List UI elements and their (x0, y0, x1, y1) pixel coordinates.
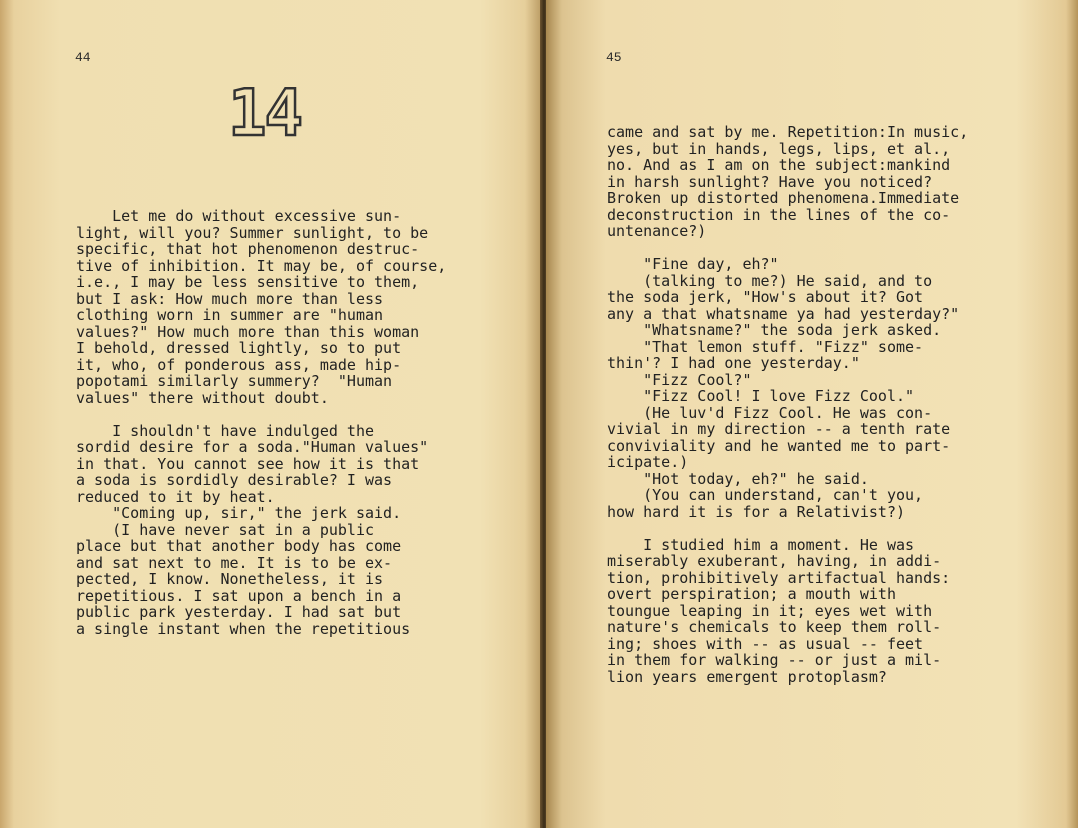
chapter-number: 14 (228, 77, 302, 151)
left-page-body: Let me do without excessive sun- light, will you? Summer sunlight, to be specific, that hot phenomenon destruc- tive of inhibition. It may be, of course, i.e., I may be less sensitive to them, but I ask: How much more than less clothing worn in summer are "human values?" How much more than this woman I behold, dressed lightly, so to put it, who, of ponderous ass, made hip- popotami similarly summery? "Human values" there without doubt. I shouldn't have indulged the sordid desire for a soda."Human values" in that. You cannot see how it is that a soda is sordidly desirable? I was reduced to it by heat. "Coming up, sir," the jerk said. (I have never sat in a public place but that another body has come and sat next to me. It is to be ex- pected, I know. Nonetheless, it is repetitious. I sat upon a bench in a public park yesterday. I had sat but a single instant when the repetitious (76, 207, 447, 638)
right-page-body: came and sat by me. Repetition:In music, yes, but in hands, legs, lips, et al., no. And as I am on the subject:mankind in harsh sunlight? Have you noticed? Broken up distorted phenomena.Immediate deconstruction in the lines of the co- untenance?) "Fine day, eh?" (talking to me?) He said, and to the soda jerk, "How's about it? Got any a that whatsname ya had yesterday?" "Whatsname?" the soda jerk asked. "That lemon stuff. "Fizz" some- thin'? I had one yesterday." "Fizz Cool?" "Fizz Cool! I love Fizz Cool." (He luv'd Fizz Cool. He was con- vivial in my direction -- a tenth rate conviviality and he wanted me to part- icipate.) "Hot today, eh?" he said. (You can understand, can't you, how hard it is for a Relativist?) I studied him a moment. He was miserably exuberant, having, in addi- tion, prohibitively artifactual hands: overt perspiration; a mouth with toungue leaping in it; eyes wet with nature's chemicals to keep them roll- ing; shoes with -- as usual -- feet in them for walking -- or just a mil- lion years emergent protoplasm? (607, 123, 969, 686)
page-number-right: 45 (606, 50, 622, 65)
right-page (546, 0, 1078, 828)
page-number-left: 44 (75, 50, 91, 65)
